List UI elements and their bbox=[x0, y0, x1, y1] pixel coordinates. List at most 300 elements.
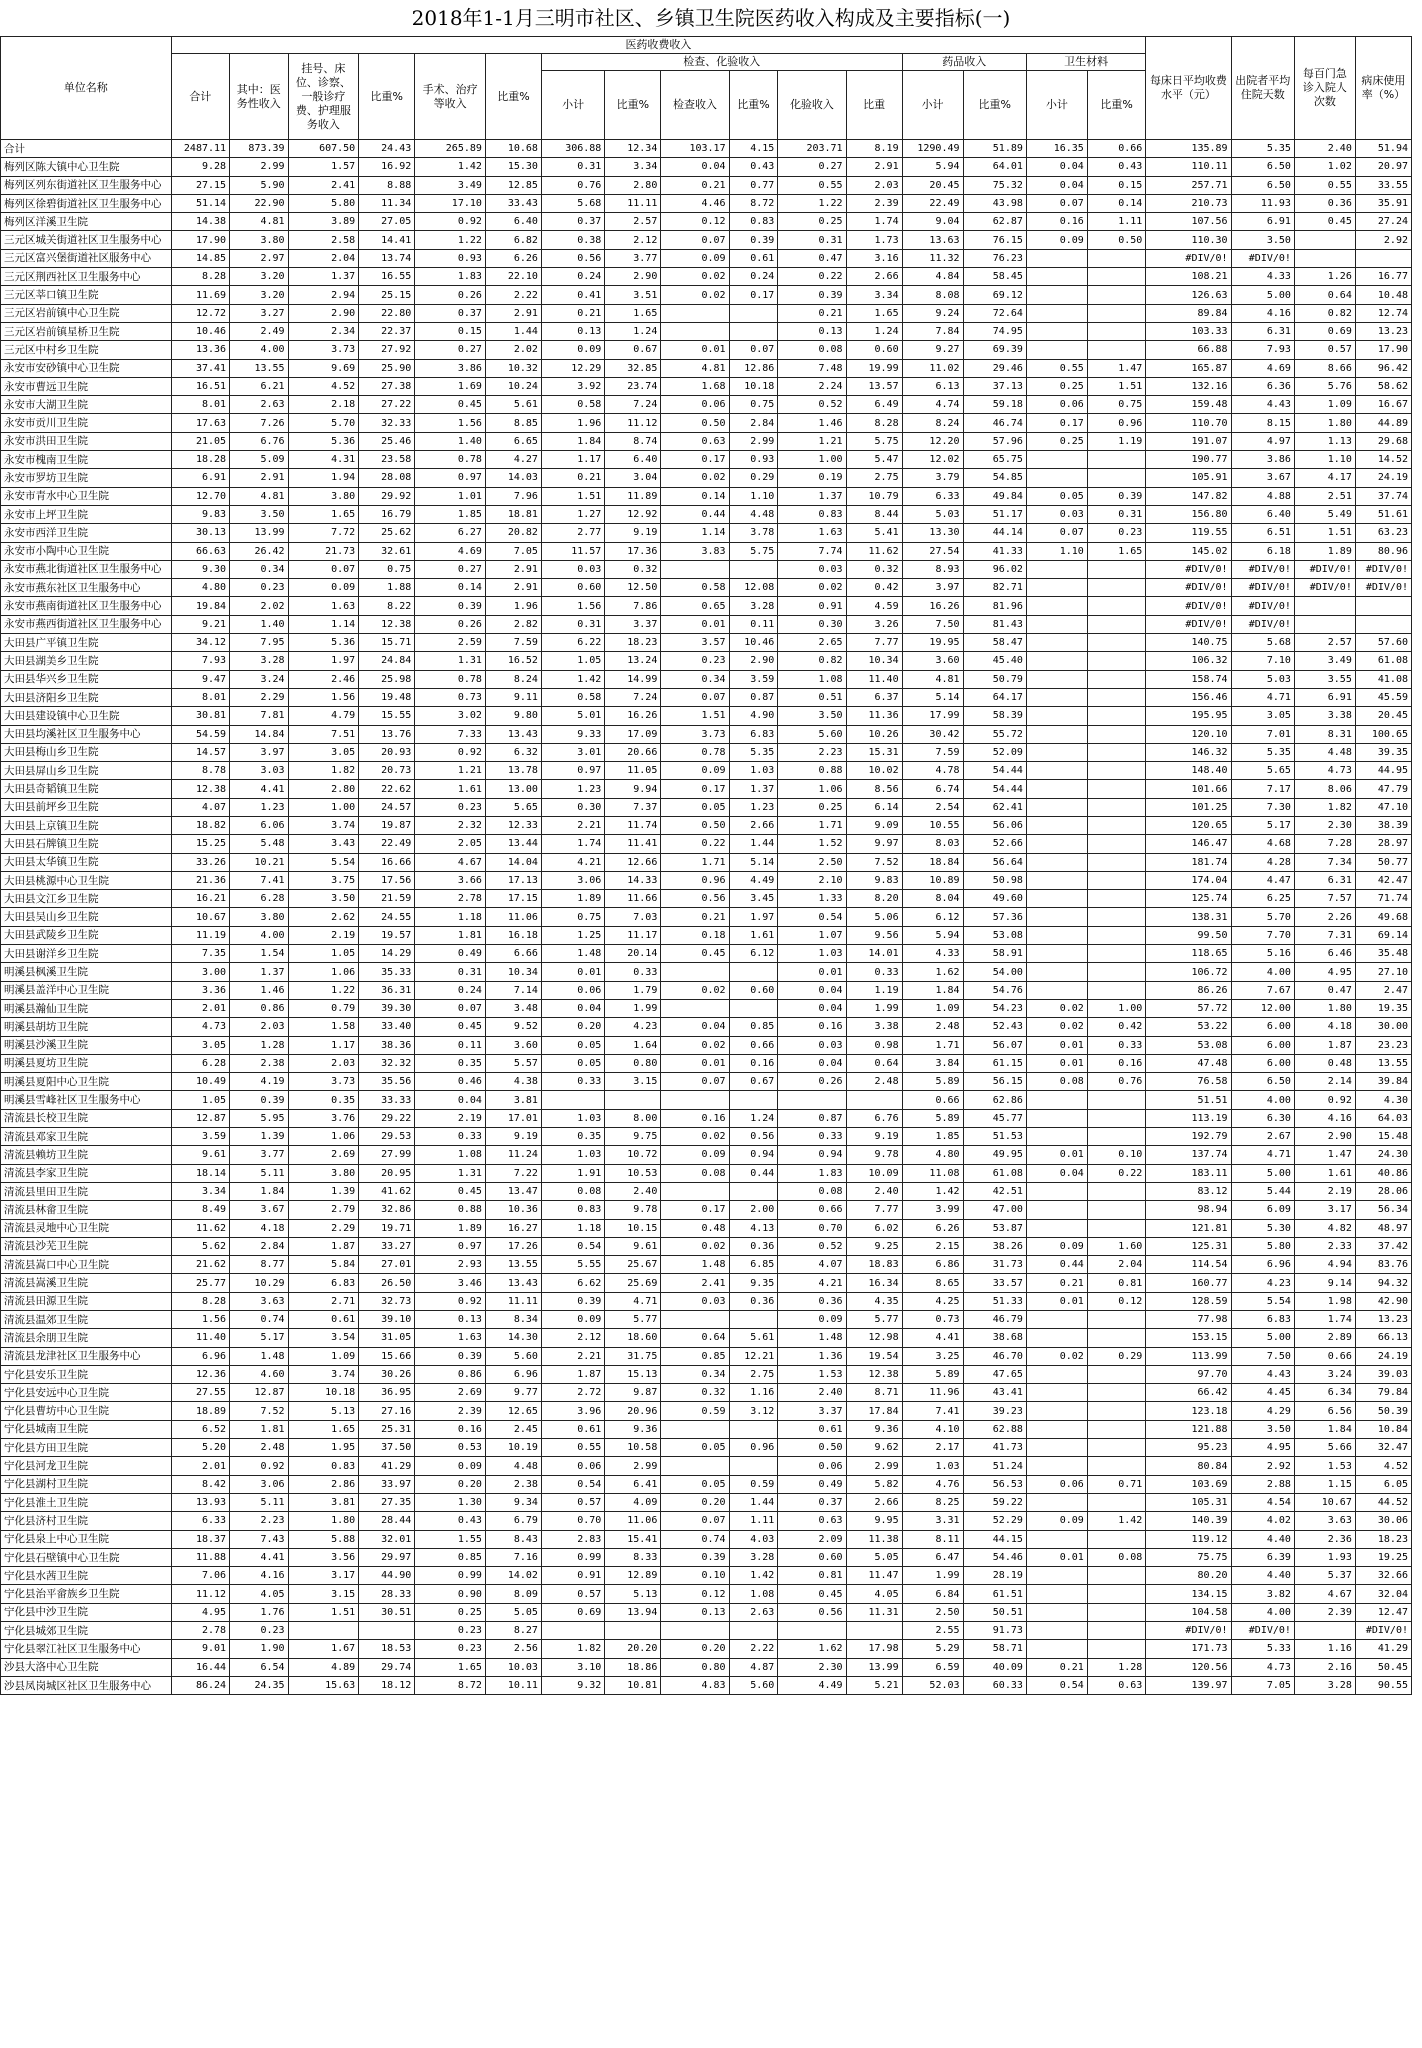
value-cell: 2.90 bbox=[288, 304, 359, 322]
value-cell: 6.37 bbox=[846, 688, 902, 706]
value-cell: 58.39 bbox=[963, 707, 1026, 725]
unit-name-cell: 明溪县枫溪卫生院 bbox=[1, 963, 172, 981]
table-row bbox=[1, 505, 1412, 523]
value-cell: 23.23 bbox=[1355, 1036, 1411, 1054]
value-cell: 9.33 bbox=[541, 725, 604, 743]
value-cell: 1.06 bbox=[778, 780, 846, 798]
value-cell: 0.02 bbox=[661, 1237, 729, 1255]
value-cell: 2.91 bbox=[230, 469, 288, 487]
value-cell: 15.41 bbox=[605, 1530, 661, 1548]
value-cell: 45.59 bbox=[1355, 688, 1411, 706]
value-cell: 82.71 bbox=[963, 579, 1026, 597]
value-cell: 108.21 bbox=[1146, 268, 1231, 286]
value-cell: 3.28 bbox=[230, 652, 288, 670]
value-cell: 54.46 bbox=[963, 1548, 1026, 1566]
value-cell: 10.29 bbox=[230, 1274, 288, 1292]
value-cell: 153.15 bbox=[1146, 1329, 1231, 1347]
value-cell: 3.97 bbox=[230, 743, 288, 761]
value-cell: 123.18 bbox=[1146, 1402, 1231, 1420]
table-row bbox=[1, 1402, 1412, 1420]
value-cell bbox=[1087, 634, 1145, 652]
value-cell: 32.47 bbox=[1355, 1439, 1411, 1457]
value-cell: 1.85 bbox=[902, 1128, 963, 1146]
value-cell: 12.89 bbox=[605, 1567, 661, 1585]
value-cell: 4.88 bbox=[1231, 487, 1294, 505]
col-surgery: 手术、治疗等收入 bbox=[415, 54, 486, 140]
value-cell: 2.09 bbox=[778, 1530, 846, 1548]
value-cell: 8.71 bbox=[846, 1384, 902, 1402]
col-unit-name: 单位名称 bbox=[1, 37, 172, 140]
value-cell: 0.27 bbox=[415, 560, 486, 578]
value-cell: 2.78 bbox=[171, 1622, 229, 1640]
value-cell: 0.36 bbox=[729, 1292, 778, 1310]
value-cell bbox=[1026, 1622, 1087, 1640]
value-cell: 0.45 bbox=[415, 1182, 486, 1200]
value-cell: 3.25 bbox=[902, 1347, 963, 1365]
value-cell: 4.38 bbox=[485, 1073, 541, 1091]
value-cell: 28.19 bbox=[963, 1567, 1026, 1585]
unit-name-cell: 大田县石牌镇卫生院 bbox=[1, 835, 172, 853]
value-cell: 7.30 bbox=[1231, 798, 1294, 816]
value-cell: 58.62 bbox=[1355, 377, 1411, 395]
value-cell: 13.00 bbox=[485, 780, 541, 798]
value-cell bbox=[729, 304, 778, 322]
value-cell: 6.22 bbox=[541, 634, 604, 652]
value-cell: 0.13 bbox=[778, 322, 846, 340]
value-cell: 6.21 bbox=[230, 377, 288, 395]
value-cell: 15.71 bbox=[359, 634, 415, 652]
value-cell: 0.35 bbox=[415, 1054, 486, 1072]
value-cell: 6.66 bbox=[485, 945, 541, 963]
value-cell: 2.51 bbox=[1294, 487, 1355, 505]
value-cell bbox=[1087, 579, 1145, 597]
value-cell: 6.05 bbox=[1355, 1475, 1411, 1493]
value-cell: 3.50 bbox=[288, 890, 359, 908]
value-cell: 20.96 bbox=[605, 1402, 661, 1420]
value-cell: 181.74 bbox=[1146, 853, 1231, 871]
value-cell: 3.05 bbox=[288, 743, 359, 761]
value-cell: 5.36 bbox=[288, 634, 359, 652]
value-cell: 51.24 bbox=[963, 1457, 1026, 1475]
unit-name-cell: 清流县嵩口中心卫生院 bbox=[1, 1256, 172, 1274]
value-cell: 0.27 bbox=[415, 341, 486, 359]
value-cell bbox=[1026, 1585, 1087, 1603]
value-cell: 52.09 bbox=[963, 743, 1026, 761]
value-cell: 8.24 bbox=[902, 414, 963, 432]
value-cell: 2.69 bbox=[288, 1146, 359, 1164]
value-cell: 54.44 bbox=[963, 762, 1026, 780]
value-cell: 76.15 bbox=[963, 231, 1026, 249]
value-cell: 11.66 bbox=[605, 890, 661, 908]
value-cell: 2.23 bbox=[230, 1512, 288, 1530]
value-cell: 3.67 bbox=[230, 1201, 288, 1219]
value-cell: 7.41 bbox=[230, 871, 288, 889]
value-cell: 0.64 bbox=[661, 1329, 729, 1347]
value-cell: 1.17 bbox=[541, 451, 604, 469]
table-row bbox=[1, 1347, 1412, 1365]
value-cell: 119.12 bbox=[1146, 1530, 1231, 1548]
value-cell: 0.07 bbox=[661, 1512, 729, 1530]
value-cell: 66.13 bbox=[1355, 1329, 1411, 1347]
value-cell: 1.52 bbox=[778, 835, 846, 853]
value-cell: 1.37 bbox=[778, 487, 846, 505]
value-cell: 0.81 bbox=[1087, 1274, 1145, 1292]
value-cell: 113.19 bbox=[1146, 1109, 1231, 1127]
value-cell: 1.56 bbox=[288, 688, 359, 706]
value-cell bbox=[1026, 652, 1087, 670]
value-cell: 0.24 bbox=[729, 268, 778, 286]
value-cell: 0.73 bbox=[415, 688, 486, 706]
value-cell: 4.07 bbox=[171, 798, 229, 816]
table-row bbox=[1, 835, 1412, 853]
value-cell: 1.94 bbox=[288, 469, 359, 487]
value-cell: 118.65 bbox=[1146, 945, 1231, 963]
value-cell: 13.55 bbox=[485, 1256, 541, 1274]
value-cell: 7.22 bbox=[485, 1164, 541, 1182]
value-cell: 0.92 bbox=[415, 743, 486, 761]
value-cell: 1.74 bbox=[846, 213, 902, 231]
value-cell: 5.35 bbox=[1231, 140, 1294, 158]
value-cell: 13.36 bbox=[171, 341, 229, 359]
value-cell: 0.76 bbox=[541, 176, 604, 194]
value-cell: 62.41 bbox=[963, 798, 1026, 816]
value-cell: 1.61 bbox=[415, 780, 486, 798]
value-cell: 7.72 bbox=[288, 524, 359, 542]
value-cell: 53.08 bbox=[1146, 1036, 1231, 1054]
unit-name-cell: 明溪县雪峰社区卫生服务中心 bbox=[1, 1091, 172, 1109]
value-cell: 0.61 bbox=[288, 1311, 359, 1329]
value-cell: 8.33 bbox=[605, 1548, 661, 1566]
value-cell: 5.75 bbox=[846, 432, 902, 450]
unit-name-cell: 宁化县安远中心卫生院 bbox=[1, 1384, 172, 1402]
value-cell: 20.45 bbox=[1355, 707, 1411, 725]
unit-name-cell: 大田县桃源中心卫生院 bbox=[1, 871, 172, 889]
value-cell: 0.33 bbox=[846, 963, 902, 981]
value-cell: 38.68 bbox=[963, 1329, 1026, 1347]
value-cell: 0.19 bbox=[778, 469, 846, 487]
unit-name-cell: 清流县李家卫生院 bbox=[1, 1164, 172, 1182]
value-cell: 1.28 bbox=[230, 1036, 288, 1054]
value-cell: #DIV/0! bbox=[1146, 597, 1231, 615]
value-cell: 0.51 bbox=[778, 688, 846, 706]
value-cell: 0.17 bbox=[1026, 414, 1087, 432]
value-cell: 43.98 bbox=[963, 194, 1026, 212]
value-cell: 101.25 bbox=[1146, 798, 1231, 816]
value-cell: 1290.49 bbox=[902, 140, 963, 158]
value-cell: 6.12 bbox=[902, 908, 963, 926]
value-cell: 5.55 bbox=[541, 1256, 604, 1274]
value-cell: 38.26 bbox=[963, 1237, 1026, 1255]
value-cell: 6.00 bbox=[1231, 1036, 1294, 1054]
unit-name-cell: 宁化县济村卫生院 bbox=[1, 1512, 172, 1530]
value-cell: #DIV/0! bbox=[1231, 1622, 1294, 1640]
value-cell bbox=[1087, 268, 1145, 286]
value-cell: 0.06 bbox=[541, 981, 604, 999]
value-cell: 7.96 bbox=[485, 487, 541, 505]
col-material-subtotal: 小计 bbox=[1026, 71, 1087, 140]
value-cell: 4.76 bbox=[902, 1475, 963, 1493]
table-row bbox=[1, 999, 1412, 1017]
value-cell: 0.86 bbox=[230, 999, 288, 1017]
value-cell: 139.97 bbox=[1146, 1676, 1231, 1694]
value-cell: 2.80 bbox=[288, 780, 359, 798]
value-cell: 13.23 bbox=[1355, 1311, 1411, 1329]
value-cell: 0.09 bbox=[661, 762, 729, 780]
table-row bbox=[1, 981, 1412, 999]
value-cell: 19.35 bbox=[1355, 999, 1411, 1017]
col-ratio-4: 比重% bbox=[729, 71, 778, 140]
value-cell: 2.63 bbox=[729, 1603, 778, 1621]
value-cell: 0.53 bbox=[415, 1439, 486, 1457]
value-cell: 52.43 bbox=[963, 1018, 1026, 1036]
value-cell bbox=[1026, 1439, 1087, 1457]
value-cell: 9.62 bbox=[846, 1439, 902, 1457]
value-cell: 8.65 bbox=[902, 1274, 963, 1292]
value-cell: 24.43 bbox=[359, 140, 415, 158]
value-cell: 30.51 bbox=[359, 1603, 415, 1621]
value-cell: 22.90 bbox=[230, 194, 288, 212]
value-cell: 0.04 bbox=[778, 981, 846, 999]
value-cell: 14.52 bbox=[1355, 451, 1411, 469]
value-cell: 71.74 bbox=[1355, 890, 1411, 908]
value-cell: 25.46 bbox=[359, 432, 415, 450]
value-cell: 11.62 bbox=[846, 542, 902, 560]
value-cell bbox=[1087, 1128, 1145, 1146]
table-row bbox=[1, 652, 1412, 670]
value-cell bbox=[1026, 1128, 1087, 1146]
value-cell: 1.82 bbox=[1294, 798, 1355, 816]
value-cell: 8.43 bbox=[485, 1530, 541, 1548]
value-cell: 132.16 bbox=[1146, 377, 1231, 395]
value-cell: 39.35 bbox=[1355, 743, 1411, 761]
value-cell: 3.59 bbox=[171, 1128, 229, 1146]
value-cell: 0.39 bbox=[778, 286, 846, 304]
value-cell: 0.02 bbox=[1026, 999, 1087, 1017]
value-cell: 0.45 bbox=[1294, 213, 1355, 231]
value-cell: 54.00 bbox=[963, 963, 1026, 981]
value-cell: 0.36 bbox=[778, 1292, 846, 1310]
value-cell: 3.28 bbox=[729, 1548, 778, 1566]
value-cell: 0.71 bbox=[1087, 1475, 1145, 1493]
value-cell bbox=[1026, 798, 1087, 816]
value-cell: 26.50 bbox=[359, 1274, 415, 1292]
value-cell: 10.11 bbox=[485, 1676, 541, 1694]
table-row bbox=[1, 670, 1412, 688]
value-cell: 5.80 bbox=[288, 194, 359, 212]
value-cell bbox=[1087, 1567, 1145, 1585]
value-cell: 0.10 bbox=[1087, 1146, 1145, 1164]
table-row bbox=[1, 1475, 1412, 1493]
value-cell: 0.07 bbox=[661, 231, 729, 249]
value-cell: 104.58 bbox=[1146, 1603, 1231, 1621]
value-cell: #DIV/0! bbox=[1231, 597, 1294, 615]
value-cell: 0.36 bbox=[1294, 194, 1355, 212]
value-cell: 0.83 bbox=[729, 213, 778, 231]
value-cell: 0.10 bbox=[661, 1567, 729, 1585]
value-cell: 0.15 bbox=[1087, 176, 1145, 194]
value-cell: 56.53 bbox=[963, 1475, 1026, 1493]
table-row bbox=[1, 762, 1412, 780]
value-cell bbox=[1026, 963, 1087, 981]
value-cell: 2.92 bbox=[1231, 1457, 1294, 1475]
value-cell: 22.80 bbox=[359, 304, 415, 322]
value-cell: 8.01 bbox=[171, 396, 229, 414]
value-cell: 3.01 bbox=[541, 743, 604, 761]
value-cell: 16.67 bbox=[1355, 396, 1411, 414]
value-cell: 4.35 bbox=[846, 1292, 902, 1310]
value-cell: 19.84 bbox=[171, 597, 229, 615]
value-cell: 0.21 bbox=[1026, 1274, 1087, 1292]
value-cell: 2.80 bbox=[605, 176, 661, 194]
value-cell: 2.67 bbox=[1231, 1128, 1294, 1146]
value-cell bbox=[1026, 1402, 1087, 1420]
value-cell: 1.24 bbox=[846, 322, 902, 340]
value-cell: 10.26 bbox=[846, 725, 902, 743]
value-cell: 5.05 bbox=[485, 1603, 541, 1621]
unit-name-cell: 永安市小陶中心卫生院 bbox=[1, 542, 172, 560]
value-cell: 0.90 bbox=[415, 1585, 486, 1603]
value-cell: 9.80 bbox=[485, 707, 541, 725]
value-cell: 0.33 bbox=[605, 963, 661, 981]
value-cell: 0.20 bbox=[661, 1493, 729, 1511]
value-cell: 4.95 bbox=[1231, 1439, 1294, 1457]
value-cell: 0.97 bbox=[415, 1237, 486, 1255]
value-cell: 110.70 bbox=[1146, 414, 1231, 432]
value-cell: 6.91 bbox=[1231, 213, 1294, 231]
table-row bbox=[1, 1201, 1412, 1219]
value-cell: 0.01 bbox=[1026, 1054, 1087, 1072]
value-cell: 3.37 bbox=[605, 615, 661, 633]
value-cell: 11.11 bbox=[485, 1292, 541, 1310]
value-cell: 1.09 bbox=[902, 999, 963, 1017]
value-cell: 1.37 bbox=[288, 268, 359, 286]
value-cell: 2.12 bbox=[541, 1329, 604, 1347]
value-cell: 3.46 bbox=[415, 1274, 486, 1292]
value-cell: 3.49 bbox=[1294, 652, 1355, 670]
value-cell bbox=[1087, 926, 1145, 944]
value-cell: 1.53 bbox=[778, 1365, 846, 1383]
table-row bbox=[1, 1073, 1412, 1091]
value-cell: 33.40 bbox=[359, 1018, 415, 1036]
value-cell: 75.32 bbox=[963, 176, 1026, 194]
value-cell: 5.62 bbox=[171, 1237, 229, 1255]
value-cell: 17.36 bbox=[605, 542, 661, 560]
table-row bbox=[1, 542, 1412, 560]
value-cell: 54.85 bbox=[963, 469, 1026, 487]
value-cell: 36.95 bbox=[359, 1384, 415, 1402]
value-cell bbox=[1026, 762, 1087, 780]
value-cell: 34.12 bbox=[171, 634, 229, 652]
value-cell: 65.75 bbox=[963, 451, 1026, 469]
value-cell: 9.36 bbox=[846, 1420, 902, 1438]
value-cell: 306.88 bbox=[541, 140, 604, 158]
value-cell: 86.26 bbox=[1146, 981, 1231, 999]
table-row bbox=[1, 853, 1412, 871]
table-row bbox=[1, 798, 1412, 816]
value-cell: 1.60 bbox=[1087, 1237, 1145, 1255]
value-cell: 9.19 bbox=[605, 524, 661, 542]
value-cell bbox=[1294, 615, 1355, 633]
value-cell: 5.00 bbox=[1231, 286, 1294, 304]
value-cell: 47.65 bbox=[963, 1365, 1026, 1383]
value-cell: 58.71 bbox=[963, 1640, 1026, 1658]
value-cell: 40.09 bbox=[963, 1658, 1026, 1676]
value-cell: 6.33 bbox=[902, 487, 963, 505]
value-cell: 32.01 bbox=[359, 1530, 415, 1548]
value-cell bbox=[1087, 1109, 1145, 1127]
value-cell: 27.99 bbox=[359, 1146, 415, 1164]
value-cell: 1.87 bbox=[541, 1365, 604, 1383]
value-cell: 0.23 bbox=[661, 652, 729, 670]
value-cell: 6.32 bbox=[485, 743, 541, 761]
value-cell: 8.49 bbox=[171, 1201, 229, 1219]
value-cell: 6.96 bbox=[485, 1365, 541, 1383]
value-cell: 0.35 bbox=[541, 1128, 604, 1146]
value-cell: 1.11 bbox=[729, 1512, 778, 1530]
value-cell: 1.42 bbox=[415, 158, 486, 176]
value-cell: 0.02 bbox=[661, 268, 729, 286]
value-cell: 2.02 bbox=[230, 597, 288, 615]
value-cell: 33.55 bbox=[1355, 176, 1411, 194]
group-exam-lab: 检查、化验收入 bbox=[541, 54, 902, 71]
value-cell: 72.64 bbox=[963, 304, 1026, 322]
value-cell: 6.36 bbox=[1231, 377, 1294, 395]
value-cell: 0.39 bbox=[661, 1548, 729, 1566]
value-cell: 105.31 bbox=[1146, 1493, 1231, 1511]
unit-name-cell: 宁化县泉上中心卫生院 bbox=[1, 1530, 172, 1548]
value-cell: 8.66 bbox=[1294, 359, 1355, 377]
value-cell: 3.83 bbox=[661, 542, 729, 560]
value-cell: 0.76 bbox=[1087, 1073, 1145, 1091]
value-cell: 8.09 bbox=[485, 1585, 541, 1603]
value-cell: 0.85 bbox=[661, 1347, 729, 1365]
value-cell: 0.21 bbox=[541, 304, 604, 322]
value-cell: 1.23 bbox=[729, 798, 778, 816]
value-cell bbox=[1087, 322, 1145, 340]
value-cell: 0.02 bbox=[778, 579, 846, 597]
value-cell: 11.32 bbox=[902, 249, 963, 267]
value-cell: 10.09 bbox=[846, 1164, 902, 1182]
value-cell: 0.54 bbox=[541, 1475, 604, 1493]
value-cell: 27.05 bbox=[359, 213, 415, 231]
value-cell: 1.10 bbox=[729, 487, 778, 505]
value-cell: 32.86 bbox=[359, 1201, 415, 1219]
value-cell: 3.80 bbox=[230, 231, 288, 249]
value-cell: 4.28 bbox=[1231, 853, 1294, 871]
value-cell: 5.61 bbox=[729, 1329, 778, 1347]
value-cell: 24.30 bbox=[1355, 1146, 1411, 1164]
value-cell: 2.40 bbox=[1294, 140, 1355, 158]
value-cell: 0.17 bbox=[661, 451, 729, 469]
value-cell: 0.24 bbox=[415, 981, 486, 999]
value-cell: 1.40 bbox=[415, 432, 486, 450]
value-cell: 22.10 bbox=[485, 268, 541, 286]
value-cell: 110.30 bbox=[1146, 231, 1231, 249]
value-cell: 107.56 bbox=[1146, 213, 1231, 231]
value-cell bbox=[661, 1091, 729, 1109]
value-cell: 2.66 bbox=[729, 816, 778, 834]
value-cell: 0.15 bbox=[415, 322, 486, 340]
value-cell bbox=[1026, 670, 1087, 688]
value-cell: 0.02 bbox=[661, 469, 729, 487]
value-cell: 135.89 bbox=[1146, 140, 1231, 158]
value-cell: 0.09 bbox=[778, 1311, 846, 1329]
value-cell: 2.93 bbox=[415, 1256, 486, 1274]
value-cell: 7.26 bbox=[230, 414, 288, 432]
value-cell: 29.46 bbox=[963, 359, 1026, 377]
value-cell: 4.16 bbox=[230, 1567, 288, 1585]
value-cell: #DIV/0! bbox=[1294, 560, 1355, 578]
